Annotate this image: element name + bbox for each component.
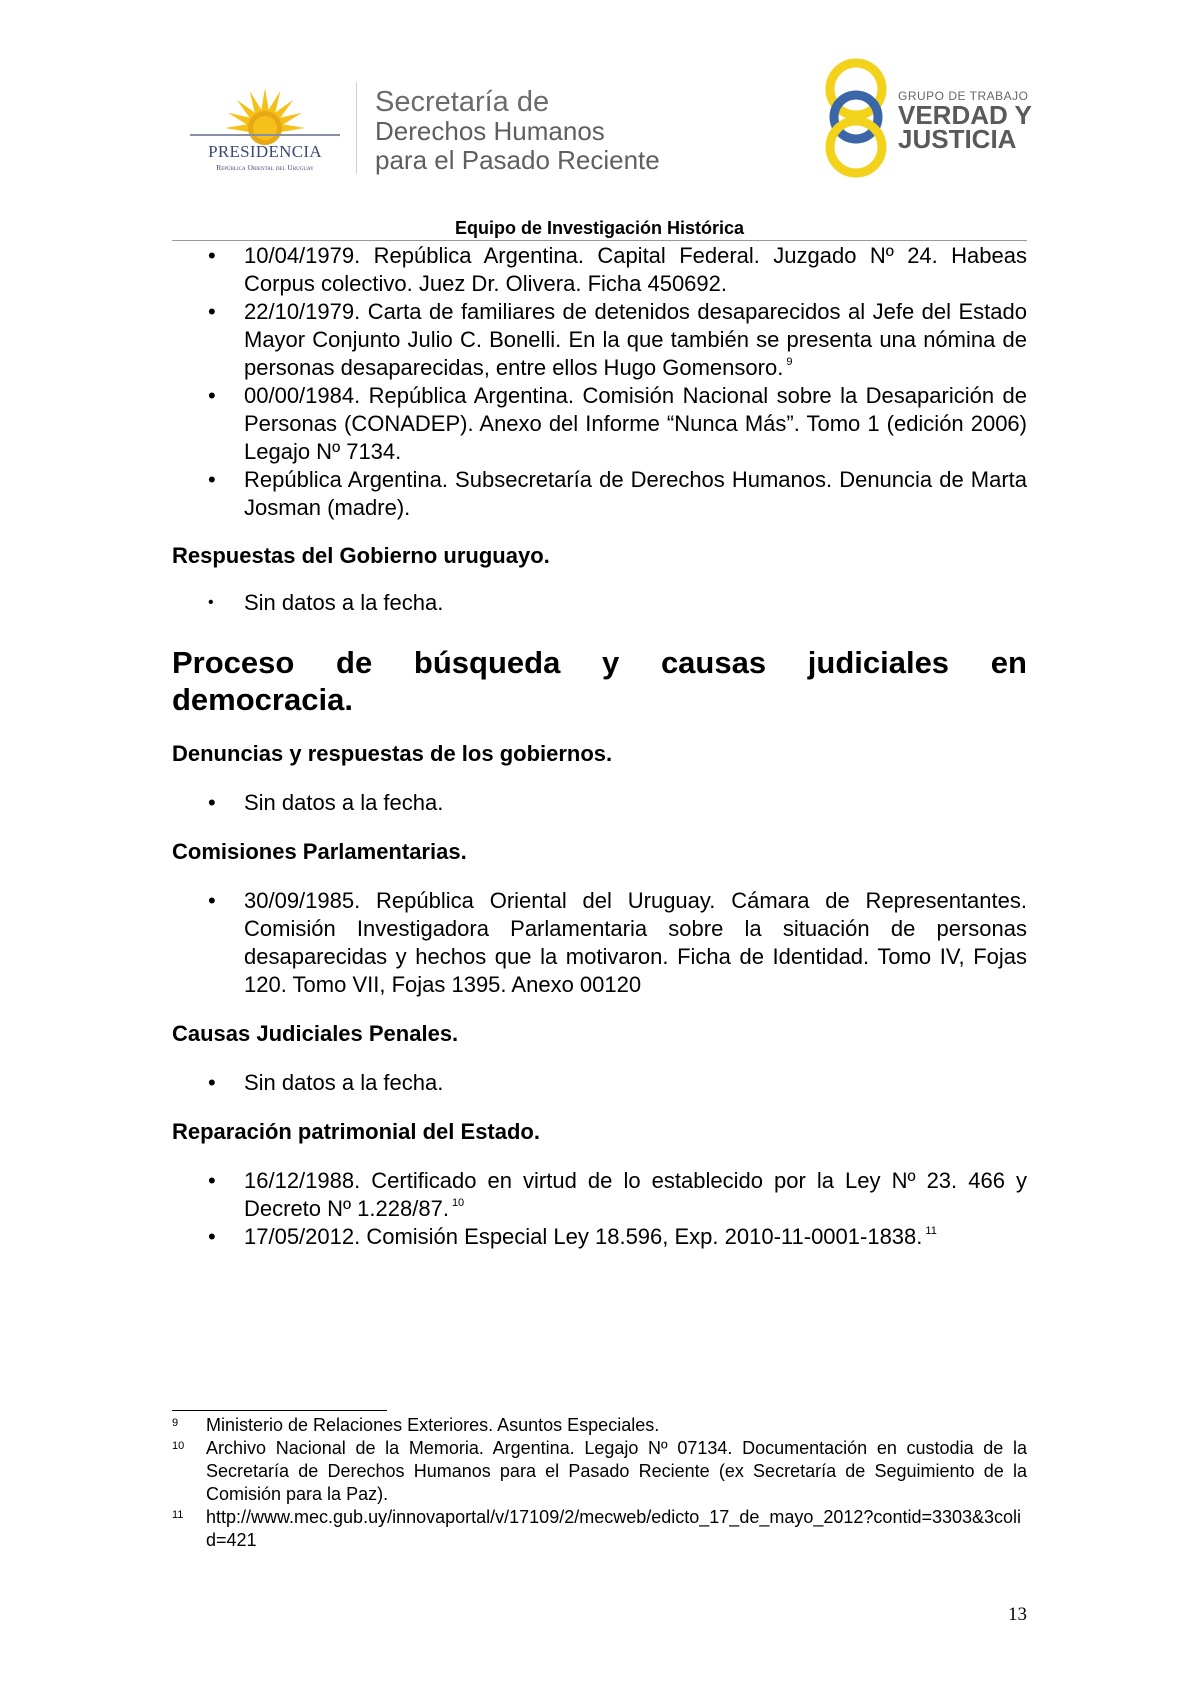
presidencia-label: PRESIDENCIA [208,142,322,161]
footnote-number: 11 [172,1509,184,1521]
grupo-trabajo-text [898,89,1032,154]
footnote-ref[interactable]: 10 [451,1197,465,1209]
footnote-number: 10 [172,1440,185,1452]
bullet-icon: • [208,243,216,268]
list-item: • 10/04/1979. República Argentina. Capital Federal. Juzgado Nº 24. Habeas Corpus colectivo. Juez Dr. Olivera. Ficha 450692. [208,243,1027,296]
bullet-icon: • [208,1224,216,1249]
bullet-list-denuncias [172,789,1027,817]
page-number: 13 [1008,1604,1027,1625]
footnote: 10 Archivo Nacional de la Memoria. Argentina. Legajo Nº 07134. Documentación en custodia de la Secretaría de Derechos Humanos para el Pasado Reciente (ex Secretaría de Seguimiento de la Comisión para la Paz). [172,1437,1027,1506]
list-item: • Sin datos a la fecha. [208,790,444,815]
presidencia-sublabel: República Oriental del Uruguay [216,163,314,172]
bullet-list-sources [172,242,1027,522]
section-title-proceso: Proceso de búsqueda y causas judiciales en democracia. [172,645,1027,717]
bullet-list-reparacion [172,1167,1027,1251]
grupo-trabajo-small: GRUPO DE TRABAJO [898,89,1029,103]
page-body [172,242,1027,1251]
page-header [0,0,1190,240]
footnote [172,1506,1027,1552]
list-item: • 30/09/1985. República Oriental del Uruguay. Cámara de Representantes. Comisión Investigadora Parlamentaria sobre la situación de personas desaparecidas y hechos que la motivaron. Ficha de Identidad. Tomo IV, Fojas 120. Tomo VII, Fojas 1395. Anexo 00120 [208,888,1027,997]
bullet-icon: • [208,1168,216,1193]
header-divider [356,82,357,174]
footnote-separator [172,1410,387,1411]
bullet-icon: • [208,790,216,815]
header-rule [172,240,1027,241]
footnote-ref[interactable]: 11 [925,1225,937,1237]
secretaria-line-2: Derechos Humanos [375,116,605,146]
bullet-list-comisiones [172,887,1027,999]
list-item: • República Argentina. Subsecretaría de Derechos Humanos. Denuncia de Marta Josman (madre). [208,467,1027,520]
bullet-icon: • [208,594,214,611]
verdad-justicia-rings-logo [820,55,892,180]
section-heading-causas: Causas Judiciales Penales. [172,1021,459,1046]
bullet-list-respuestas [172,589,1027,617]
footnote-link[interactable]: http://www.mec.gub.uy/innovaportal/v/17109/2/mecweb/edicto_17_de_mayo_2012?contid=3303&3colid=421 [206,1507,1022,1550]
section-heading-reparacion: Reparación patrimonial del Estado. [172,1119,540,1144]
bullet-icon: • [208,299,216,324]
list-item: • Sin datos a la fecha. [208,590,444,615]
secretaria-line-1: Secretaría de [375,86,550,118]
bullet-icon: • [208,467,216,492]
list-item: • 00/00/1984. República Argentina. Comisión Nacional sobre la Desaparición de Personas (CONADEP). Anexo del Informe “Nunca Más”. Tomo 1 (edición 2006) Legajo Nº 7134. [208,383,1027,464]
bullet-list-causas [172,1069,1027,1097]
running-header: Equipo de Investigación Histórica [454,218,745,238]
grupo-verdad: VERDAD Y [898,100,1032,130]
footnote-ref[interactable]: 9 [786,356,793,368]
secretaria-name [375,88,660,175]
bullet-icon: • [208,383,216,408]
list-item: • 22/10/1979. Carta de familiares de detenidos desaparecidos al Jefe del Estado Mayor Conjunto Julio C. Bonelli. En la que también se presenta una nómina de personas desaparecidas, entre ellos Hugo Gomensoro. $^9$ [208,299,1027,380]
secretaria-line-3: para el Pasado Reciente [375,145,660,175]
bullet-icon: • [208,888,216,913]
list-item: • 16/12/1988. Certificado en virtud de lo establecido por la Ley Nº 23. 466 y Decreto Nº 1.228/87. $^{10}$ [208,1168,1027,1221]
footnotes [172,1414,1027,1552]
section-heading-denuncias: Denuncias y respuestas de los gobiernos. [172,741,613,766]
list-item: • 17/05/2012. Comisión Especial Ley 18.596, Exp. 2010-11-0001-1838. $^{11}$ [208,1224,937,1249]
footnote-number: 9 [172,1417,179,1429]
section-heading-comisiones: Comisiones Parlamentarias. [172,839,467,864]
list-item: • Sin datos a la fecha. [208,1070,444,1095]
grupo-justicia: JUSTICIA [898,124,1017,154]
bullet-icon: • [208,1070,216,1095]
section-heading-respuestas: Respuestas del Gobierno uruguayo. [172,543,550,568]
footnote: 9 Ministerio de Relaciones Exteriores. Asuntos Especiales. [172,1414,1027,1437]
